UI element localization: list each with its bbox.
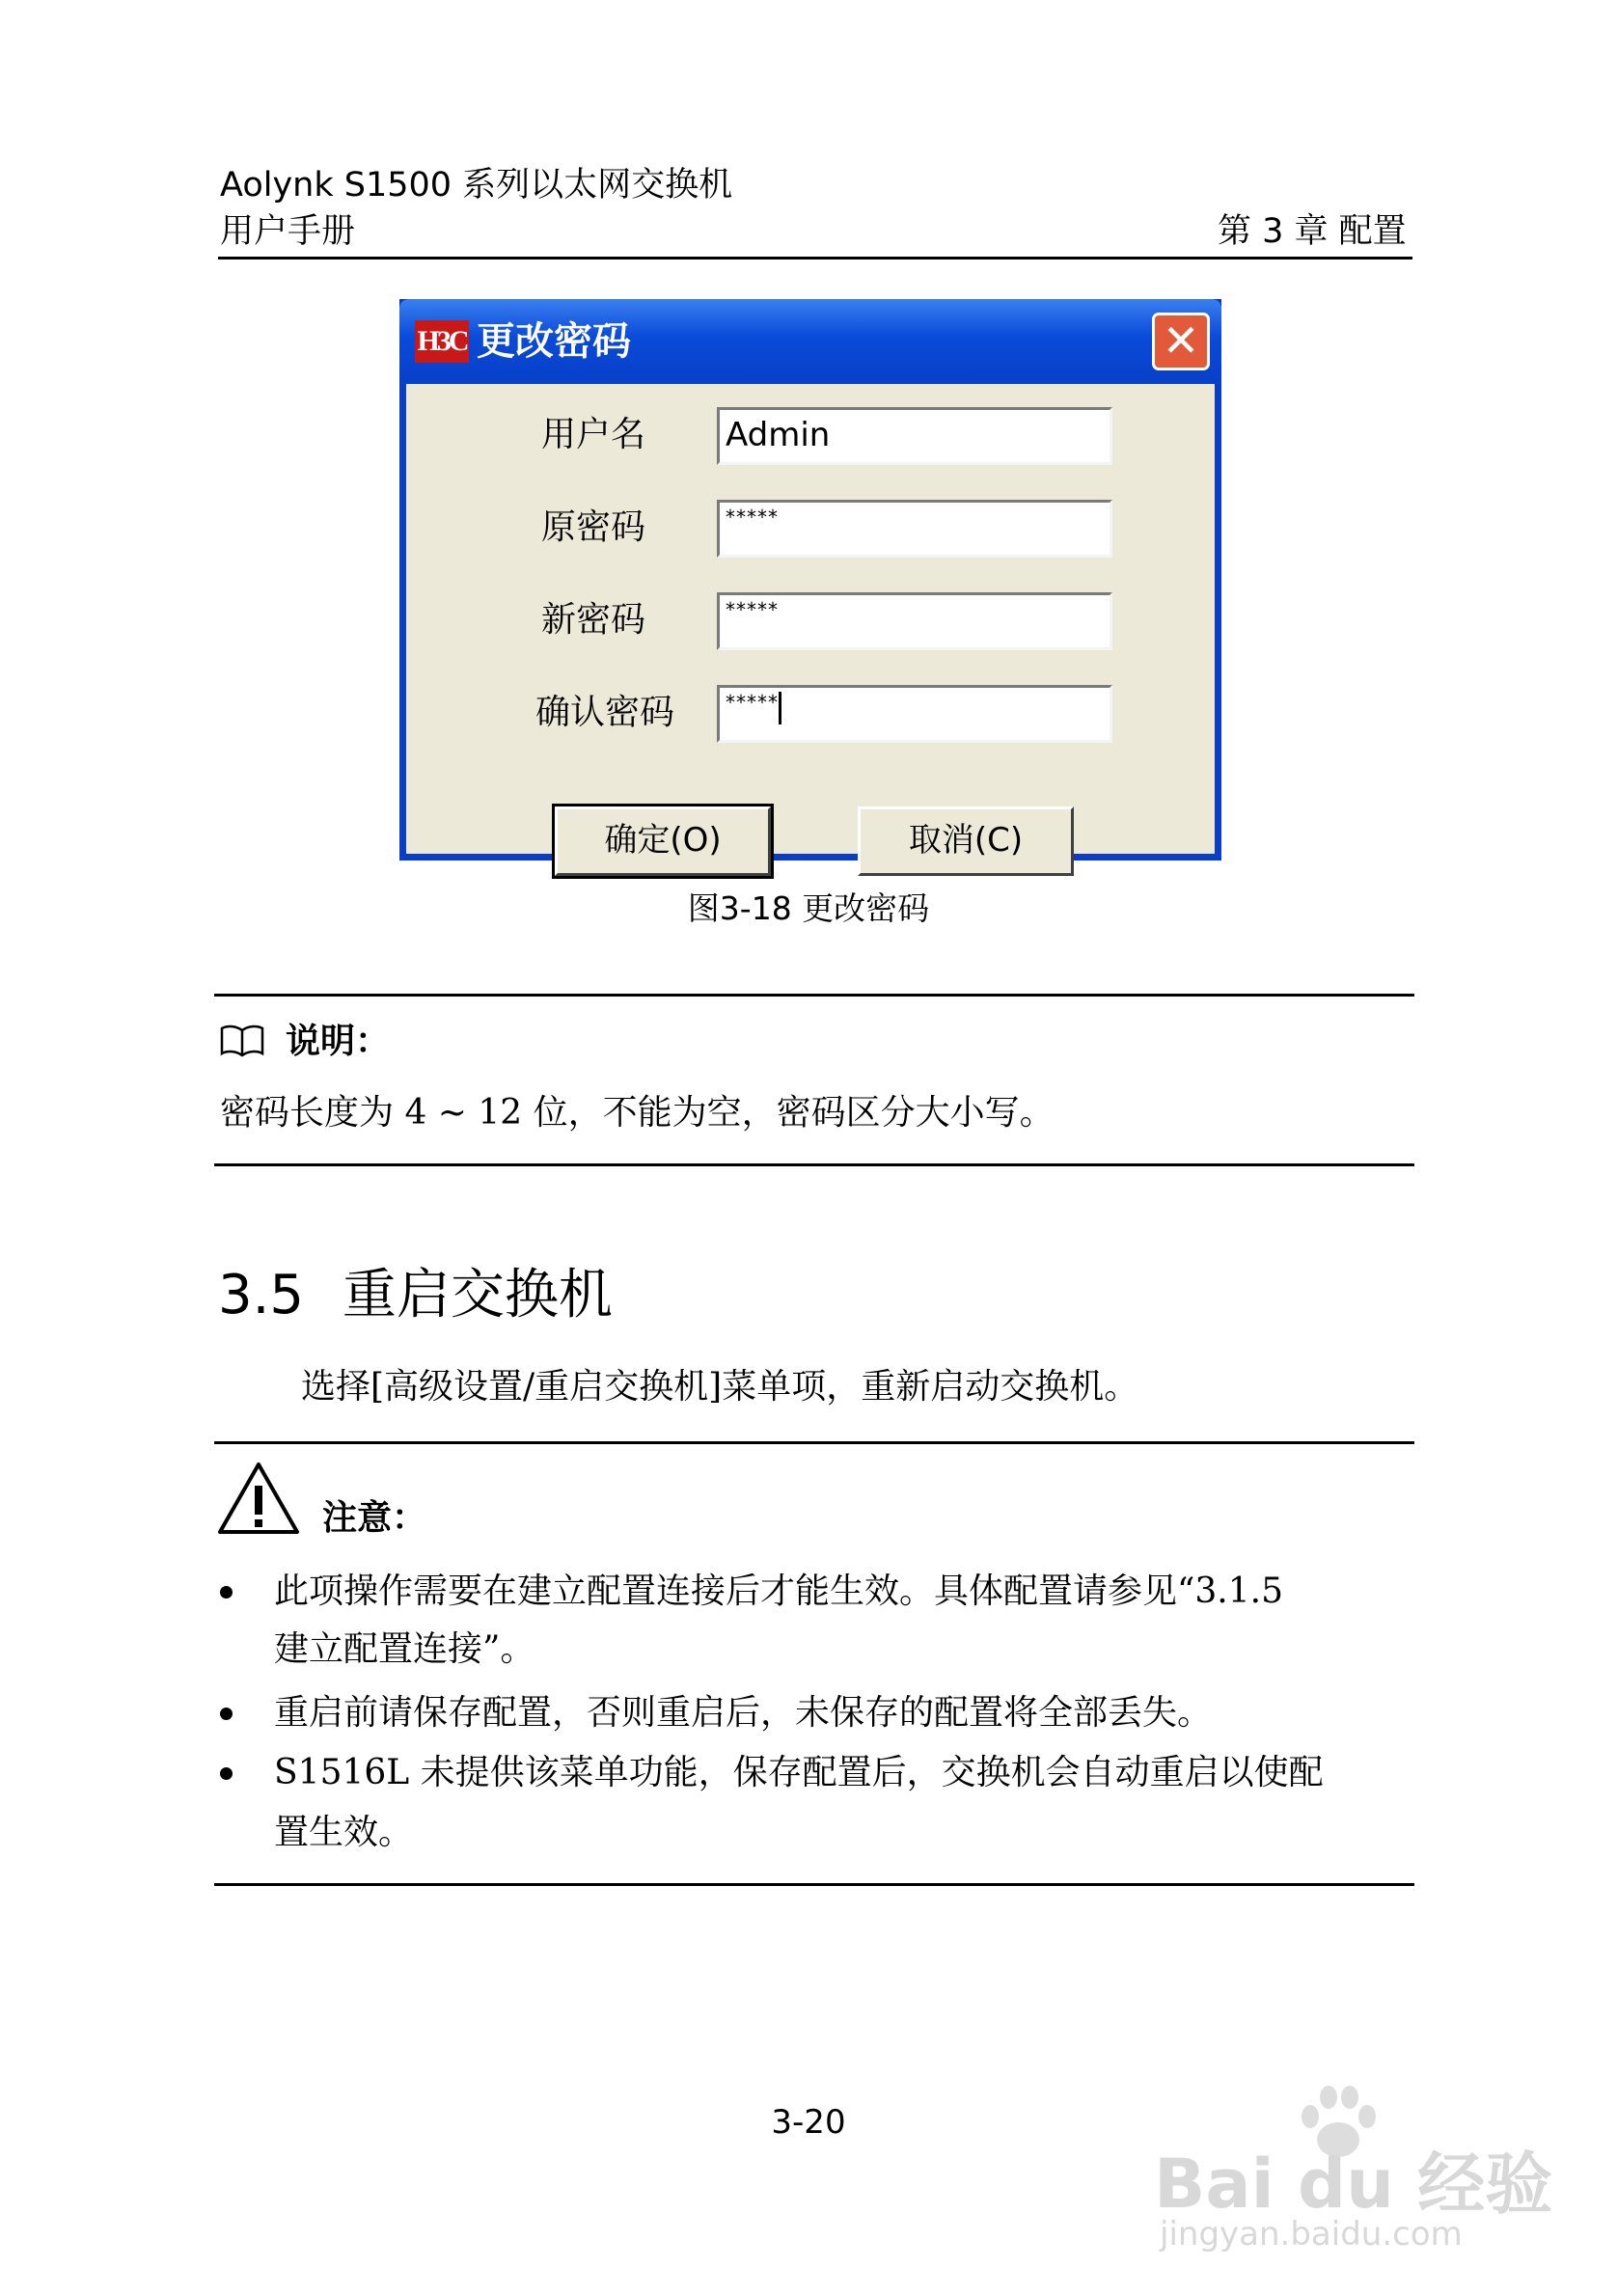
change-password-dialog bbox=[399, 299, 1221, 861]
username-label: 用户名 bbox=[541, 415, 646, 454]
header-manual: 用户手册 bbox=[220, 212, 356, 251]
note-title: 说明： bbox=[286, 1022, 391, 1061]
bullet-dot bbox=[220, 1767, 233, 1780]
confirm-password-label: 确认密码 bbox=[535, 693, 675, 732]
text-caret bbox=[779, 692, 781, 724]
watermark-brand: Bai du 经验 bbox=[1154, 2145, 1553, 2224]
old-password-input[interactable]: ***** bbox=[717, 500, 1112, 558]
username-input[interactable]: Admin bbox=[717, 407, 1112, 465]
caution-item-2: 重启前请保存配置，否则重启后，未保存的配置将全部丢失。 bbox=[274, 1693, 1213, 1733]
new-password-label: 新密码 bbox=[541, 600, 646, 640]
warning-icon bbox=[216, 1461, 301, 1536]
caution-item-3-line-2: 置生效。 bbox=[274, 1813, 414, 1852]
note-bottom-rule bbox=[214, 1163, 1414, 1166]
caution-top-rule bbox=[214, 1441, 1414, 1444]
caution-item-3-line-1: S1516L 未提供该菜单功能，保存配置后，交换机会自动重启以使配 bbox=[274, 1753, 1324, 1792]
section-title: 重启交换机 bbox=[342, 1264, 613, 1326]
ok-button[interactable]: 确定(O) bbox=[555, 806, 771, 876]
note-top-rule bbox=[214, 994, 1414, 997]
caution-item-1-line-2: 建立配置连接”。 bbox=[274, 1629, 535, 1669]
caution-bottom-rule bbox=[214, 1883, 1414, 1886]
section-number: 3.5 bbox=[218, 1264, 305, 1326]
caution-item-1-line-1: 此项操作需要在建立配置连接后才能生效。具体配置请参见“3.1.5 bbox=[274, 1572, 1284, 1611]
close-button[interactable]: ✕ bbox=[1152, 313, 1210, 370]
dialog-titlebar[interactable] bbox=[399, 299, 1221, 384]
section-heading bbox=[218, 1262, 613, 1329]
dialog-title: 更改密码 bbox=[477, 319, 631, 364]
header-product: Aolynk S1500 系列以太网交换机 bbox=[220, 166, 733, 205]
section-text: 选择[高级设置/重启交换机]菜单项，重新启动交换机。 bbox=[301, 1367, 1139, 1407]
confirm-password-input[interactable] bbox=[717, 685, 1112, 743]
baidu-watermark bbox=[1154, 2103, 1553, 2254]
old-password-label: 原密码 bbox=[541, 507, 646, 547]
header-chapter: 第 3 章 配置 bbox=[1218, 212, 1407, 251]
dialog-body bbox=[406, 384, 1215, 860]
confirm-password-value: ***** bbox=[726, 691, 779, 714]
page-number: 3-20 bbox=[771, 2103, 846, 2142]
new-password-input[interactable]: ***** bbox=[717, 592, 1112, 650]
cancel-button[interactable]: 取消(C) bbox=[858, 806, 1074, 876]
watermark-url: jingyan.baidu.com bbox=[1160, 2215, 1463, 2254]
h3c-logo-icon: H3C bbox=[415, 320, 469, 363]
figure-caption: 图3-18 更改密码 bbox=[687, 889, 930, 927]
bullet-dot bbox=[220, 1586, 233, 1599]
note-text: 密码长度为 4 ~ 12 位，不能为空，密码区分大小写。 bbox=[220, 1093, 1055, 1133]
bullet-dot bbox=[220, 1708, 233, 1720]
header-rule bbox=[218, 257, 1412, 260]
caution-title: 注意： bbox=[322, 1498, 427, 1538]
book-icon bbox=[220, 1025, 264, 1057]
